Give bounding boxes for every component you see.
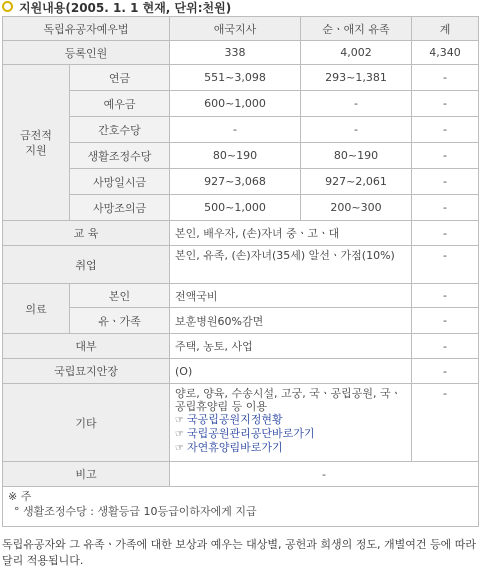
employment-value: 본인, 유족, (손)자녀(35세) 알선ㆍ가점(10%)	[170, 246, 412, 284]
money-bereaved-value: -	[301, 117, 412, 143]
link-park-status[interactable]: 국공립공원지정현황	[186, 413, 283, 426]
money-total-value: -	[412, 143, 479, 169]
support-table	[2, 16, 479, 527]
remarks-label: 비고	[3, 462, 170, 487]
money-support-label: 금전적 지원	[3, 65, 70, 221]
education-label: 교 육	[3, 221, 170, 246]
note-cell	[3, 487, 479, 527]
note-bullet: °	[14, 505, 20, 518]
money-total-value: -	[412, 65, 479, 91]
medical-total: -	[412, 284, 479, 308]
other-label: 기타	[3, 384, 170, 462]
list-item[interactable]	[175, 441, 411, 455]
table-row	[3, 284, 479, 308]
link-recreation-forest[interactable]: 자연휴양림바로가기	[186, 441, 283, 454]
loan-label: 대부	[3, 334, 170, 359]
employment-label: 취업	[3, 246, 170, 284]
registered-patriot: 338	[170, 41, 301, 65]
medical-value: 전액국비	[170, 284, 412, 308]
medical-row-label: 유ㆍ가족	[70, 308, 170, 334]
registered-label: 등록인원	[3, 41, 170, 65]
table-header-row	[3, 17, 479, 41]
medical-label: 의료	[3, 284, 70, 334]
list-item[interactable]	[175, 413, 411, 427]
header-bereaved: 순ㆍ애지 유족	[301, 17, 412, 41]
employment-total: -	[412, 246, 479, 284]
table-row	[3, 195, 479, 221]
registered-total: 4,340	[412, 41, 479, 65]
pointing-hand-icon: ☞	[175, 429, 184, 440]
medical-value: 보훈병원60%감면	[170, 308, 412, 334]
circle-bullet-icon	[2, 1, 13, 12]
money-row-label: 사망조의금	[70, 195, 170, 221]
money-patriot-value: 927~3,068	[170, 169, 301, 195]
money-row-label: 예우금	[70, 91, 170, 117]
table-row	[3, 462, 479, 487]
money-patriot-value: -	[170, 117, 301, 143]
money-bereaved-value: 200~300	[301, 195, 412, 221]
section-title	[2, 0, 231, 16]
table-row	[3, 169, 479, 195]
note-text: 생활조정수당 : 생활등급 10등급이하자에게 지급	[23, 505, 257, 518]
pointing-hand-icon: ☞	[175, 415, 184, 426]
table-row	[3, 246, 479, 284]
section-title-text: 지원내용(2005. 1. 1 현재, 단위:천원)	[19, 1, 232, 15]
cemetery-total: -	[412, 359, 479, 384]
money-bereaved-value: 927~2,061	[301, 169, 412, 195]
money-patriot-value: 600~1,000	[170, 91, 301, 117]
money-patriot-value: 551~3,098	[170, 65, 301, 91]
money-total-value: -	[412, 169, 479, 195]
table-row	[3, 65, 479, 91]
registered-bereaved: 4,002	[301, 41, 412, 65]
list-item[interactable]	[175, 427, 411, 441]
header-total: 계	[412, 17, 479, 41]
money-row-label: 사망일시금	[70, 169, 170, 195]
education-total: -	[412, 221, 479, 246]
table-row	[3, 41, 479, 65]
note-line	[8, 504, 478, 519]
note-title: ※ 주	[8, 490, 32, 503]
loan-total: -	[412, 334, 479, 359]
money-row-label: 생활조정수당	[70, 143, 170, 169]
money-bereaved-value: -	[301, 91, 412, 117]
money-total-value: -	[412, 91, 479, 117]
table-row	[3, 117, 479, 143]
money-patriot-value: 80~190	[170, 143, 301, 169]
table-row	[3, 487, 479, 527]
header-patriot: 애국지사	[170, 17, 301, 41]
other-total: -	[412, 384, 479, 462]
header-law: 독립유공자예우법	[3, 17, 170, 41]
link-list	[175, 413, 411, 455]
table-row	[3, 384, 479, 462]
money-patriot-value: 500~1,000	[170, 195, 301, 221]
table-row	[3, 143, 479, 169]
education-value: 본인, 배우자, (손)자녀 중ㆍ고ㆍ대	[170, 221, 412, 246]
medical-row-label: 본인	[70, 284, 170, 308]
table-row	[3, 308, 479, 334]
table-row	[3, 359, 479, 384]
money-row-label: 연금	[70, 65, 170, 91]
money-row-label: 간호수당	[70, 117, 170, 143]
cemetery-value: (O)	[170, 359, 412, 384]
footer-text: 독립유공자와 그 유족ㆍ가족에 대한 보상과 예우는 대상별, 공헌과 희생의 정도, 개별여건 등에 따라 달리 적용됩니다.	[2, 538, 476, 567]
loan-value: 주택, 농토, 사업	[170, 334, 412, 359]
table-row	[3, 334, 479, 359]
link-park-service[interactable]: 국립공원관리공단바로가기	[186, 427, 315, 440]
pointing-hand-icon: ☞	[175, 443, 184, 454]
money-bereaved-value: 293~1,381	[301, 65, 412, 91]
money-bereaved-value: 80~190	[301, 143, 412, 169]
table-row	[3, 221, 479, 246]
cemetery-label: 국립묘지안장	[3, 359, 170, 384]
other-value: 양로, 양육, 수송시설, 고궁, 국ㆍ공립공원, 국ㆍ공립휴양림 등 이용	[175, 387, 402, 413]
money-total-value: -	[412, 117, 479, 143]
remarks-value: -	[170, 462, 479, 487]
table-row	[3, 91, 479, 117]
money-total-value: -	[412, 195, 479, 221]
medical-total: -	[412, 308, 479, 334]
other-content	[170, 384, 412, 462]
